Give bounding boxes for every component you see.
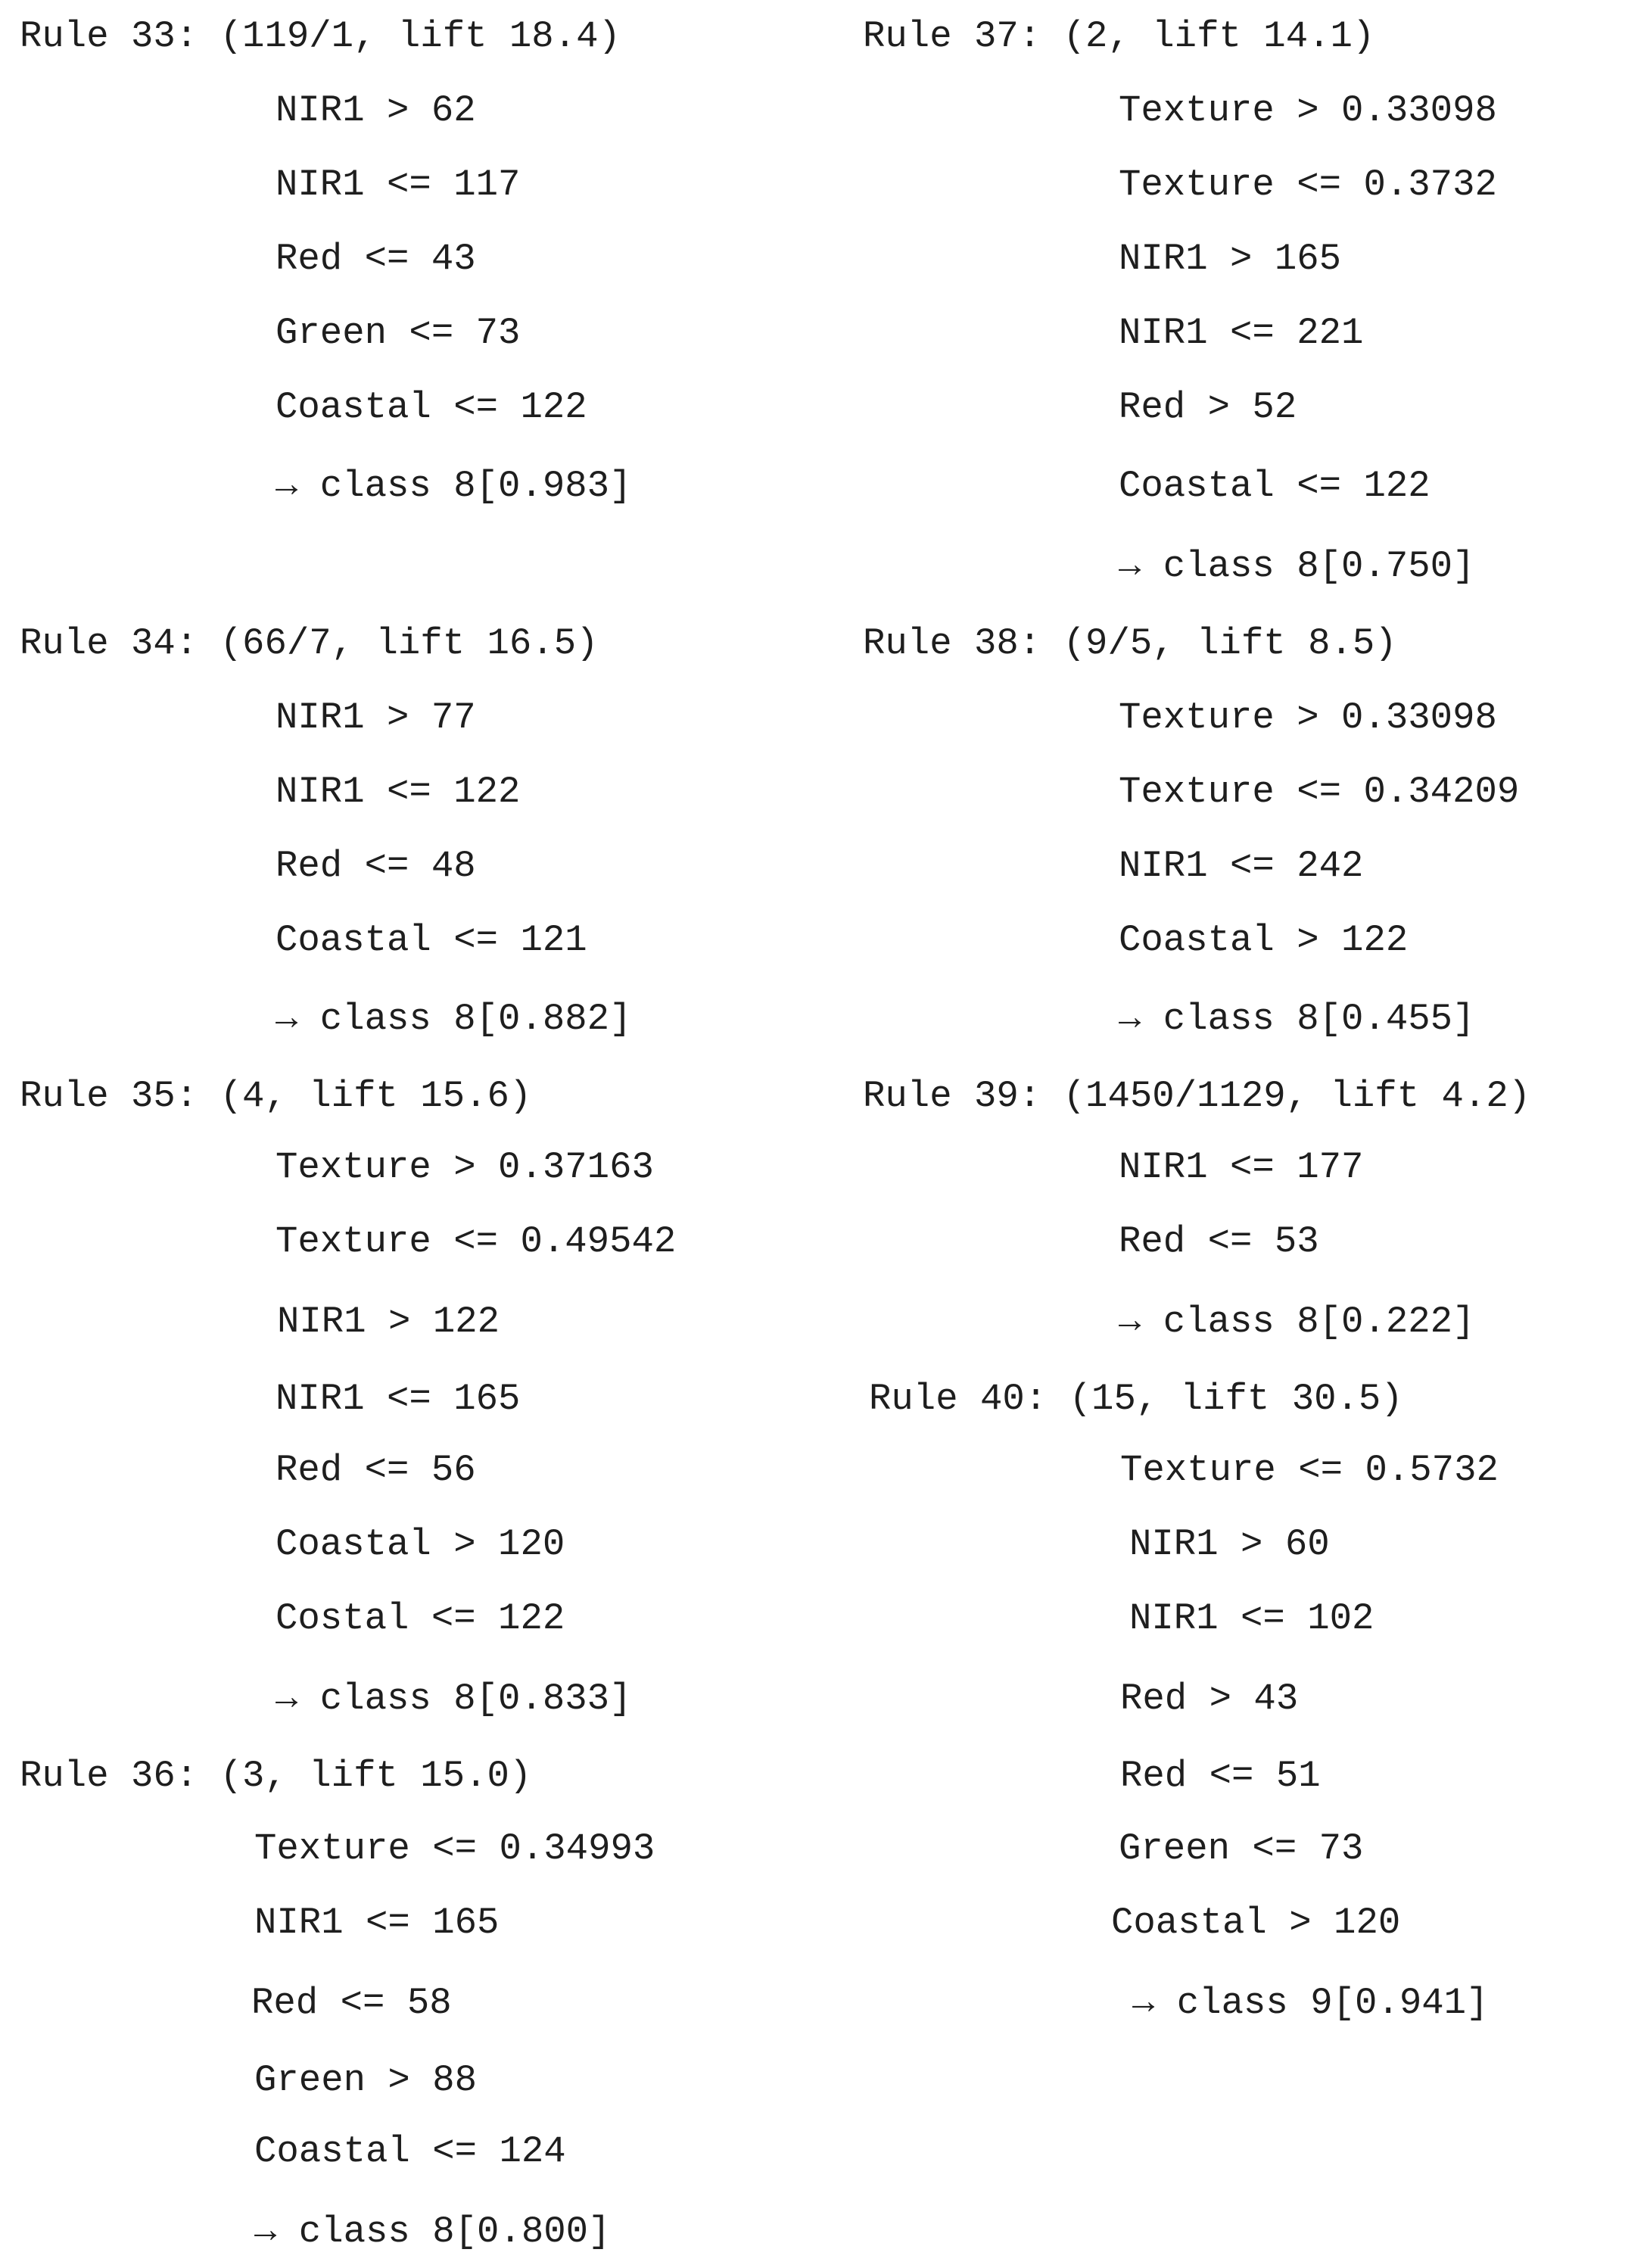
rule-condition: Green > 88: [254, 2059, 478, 2101]
rule-condition: Texture <= 0.3732: [1119, 164, 1497, 206]
rule-condition: Green <= 73: [1119, 1827, 1364, 1870]
rule-result: → class 8[0.833]: [276, 1678, 632, 1720]
rule-condition: Texture <= 0.34993: [254, 1827, 655, 1870]
rule-result: → class 8[0.750]: [1119, 545, 1475, 587]
rule-condition: Coastal <= 124: [254, 2130, 566, 2173]
rule-result: → class 8[0.455]: [1119, 998, 1475, 1040]
rule-condition: Red <= 43: [276, 238, 476, 280]
rule-condition: Texture > 0.37163: [276, 1146, 654, 1189]
rule-condition: Green <= 73: [276, 312, 521, 354]
rule-condition: NIR1 <= 165: [276, 1378, 521, 1420]
rule-result: → class 9[0.941]: [1132, 1982, 1489, 2024]
rule-condition: Texture <= 0.5732: [1120, 1449, 1499, 1491]
rule-condition: Costal <= 122: [276, 1597, 565, 1640]
rule-condition: Red <= 48: [276, 845, 476, 887]
rule-header: Rule 34: (66/7, lift 16.5): [20, 622, 599, 665]
rule-header: Rule 35: (4, lift 15.6): [20, 1075, 532, 1117]
rule-condition: Coastal <= 122: [276, 386, 587, 428]
rule-condition: Coastal > 120: [1111, 1902, 1401, 1944]
rule-condition: NIR1 <= 177: [1119, 1146, 1364, 1189]
rule-condition: Red <= 51: [1120, 1755, 1321, 1797]
rule-header: Rule 40: (15, lift 30.5): [869, 1378, 1403, 1420]
rule-header: Rule 36: (3, lift 15.0): [20, 1755, 532, 1797]
rule-condition: NIR1 <= 165: [254, 1902, 500, 1944]
rule-condition: Red <= 53: [1119, 1220, 1319, 1263]
rule-condition: Coastal > 120: [276, 1523, 565, 1565]
rule-condition: NIR1 > 62: [276, 89, 476, 132]
rule-header: Rule 33: (119/1, lift 18.4): [20, 15, 621, 58]
rule-condition: NIR1 <= 122: [276, 771, 521, 813]
rule-condition: NIR1 > 122: [277, 1301, 500, 1343]
rule-condition: NIR1 > 60: [1129, 1523, 1330, 1565]
rule-condition: Texture > 0.33098: [1119, 89, 1497, 132]
rule-condition: NIR1 <= 117: [276, 164, 521, 206]
rule-condition: Texture > 0.33098: [1119, 696, 1497, 739]
rule-condition: NIR1 > 77: [276, 696, 476, 739]
rule-condition: Coastal > 122: [1119, 919, 1409, 961]
rule-condition: Red > 52: [1119, 386, 1297, 428]
rule-result: → class 8[0.222]: [1119, 1301, 1475, 1343]
rule-condition: NIR1 <= 221: [1119, 312, 1364, 354]
rule-result: → class 8[0.800]: [254, 2210, 611, 2253]
rule-condition: NIR1 <= 102: [1129, 1597, 1374, 1640]
rule-condition: NIR1 <= 242: [1119, 845, 1364, 887]
rule-condition: Coastal <= 122: [1119, 465, 1431, 507]
rule-header: Rule 39: (1450/1129, lift 4.2): [863, 1075, 1531, 1117]
rule-condition: Texture <= 0.34209: [1119, 771, 1520, 813]
rule-header: Rule 37: (2, lift 14.1): [863, 15, 1375, 58]
rule-condition: Red <= 56: [276, 1449, 476, 1491]
rule-condition: Red <= 58: [251, 1982, 452, 2024]
rule-condition: Coastal <= 121: [276, 919, 587, 961]
rule-condition: Texture <= 0.49542: [276, 1220, 677, 1263]
rule-condition: NIR1 > 165: [1119, 238, 1342, 280]
rule-result: → class 8[0.983]: [276, 465, 632, 507]
rule-header: Rule 38: (9/5, lift 8.5): [863, 622, 1397, 665]
rule-result: → class 8[0.882]: [276, 998, 632, 1040]
rule-condition: Red > 43: [1120, 1678, 1299, 1720]
